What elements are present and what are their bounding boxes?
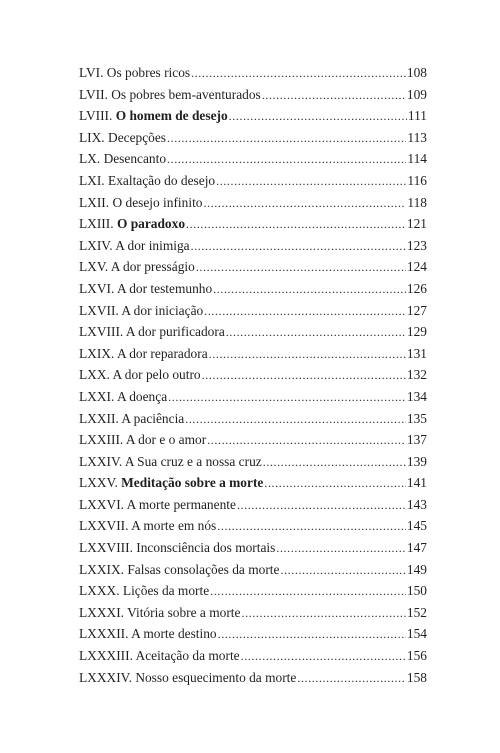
toc-entry [79,451,427,473]
dot-leader [207,430,406,452]
chapter-number: LXXIV. [79,453,123,469]
chapter-title: Meditação sobre a morte [121,475,264,491]
dot-leader [218,624,406,646]
chapter-number: LXX. [79,367,110,383]
page-number: 113 [407,129,427,145]
page-number: 134 [406,388,427,404]
page-number: 132 [406,367,427,383]
dot-leader [216,171,406,193]
dot-leader [202,365,406,387]
chapter-number: LXXXI. [79,604,124,620]
toc-entry [79,62,427,84]
chapter-title: Desencanto [103,151,167,167]
chapter-number: LXXXIII. [79,648,133,664]
toc-entry [79,408,427,430]
toc-entry-title [79,127,166,149]
chapter-title: Exaltação do desejo [108,172,216,188]
dot-leader [191,236,406,258]
toc-entry [79,278,427,300]
toc-entry [79,537,427,559]
chapter-number: LX. [79,151,101,167]
chapter-number: LXIV. [79,237,113,253]
toc-entry [79,364,427,386]
toc-entry [79,192,427,214]
toc-entry [79,213,427,235]
page-number: 149 [406,561,427,577]
chapter-title: A morte destino [131,626,217,642]
chapter-number: LXXXII. [79,626,129,642]
chapter-number: LXXV. [79,475,118,491]
page-number: 109 [406,86,427,102]
page-number: 147 [406,540,427,556]
dot-leader [297,668,406,690]
dot-leader [213,279,406,301]
page-number: 143 [406,496,427,512]
toc-entry-title [79,321,225,343]
toc-entry [79,386,427,408]
dot-leader [185,409,406,431]
toc-entry-title [79,429,206,451]
toc-entry [79,300,427,322]
chapter-number: LXVI. [79,280,115,296]
page-number: 129 [406,324,427,340]
page-number: 124 [406,259,427,275]
table-of-contents [79,62,427,688]
chapter-title: A dor e o amor [125,432,207,448]
dot-leader [264,473,406,495]
page-number: 114 [407,151,427,167]
chapter-number: LXIII. [79,216,114,232]
chapter-number: LXXI. [79,388,115,404]
chapter-number: LXI. [79,172,105,188]
toc-entry-title [79,537,275,559]
page-number: 154 [406,626,427,642]
chapter-number: LXVII. [79,302,119,318]
chapter-number: LXXVII. [79,518,129,534]
toc-entry-title [79,84,261,106]
toc-entry [79,235,427,257]
page-number: 158 [406,669,427,685]
toc-entry-title [79,494,236,516]
toc-entry-title [79,300,203,322]
toc-entry-title [79,667,296,689]
dot-leader [241,603,405,625]
chapter-title: Os pobres ricos [106,65,191,80]
toc-entry [79,84,427,106]
page-number: 108 [406,65,427,80]
page-number: 156 [406,648,427,664]
toc-entry-title [79,580,209,602]
chapter-number: LXXX. [79,583,120,599]
chapter-title: Nosso esquecimento da morte [135,669,297,685]
chapter-title: A dor inimiga [115,237,190,253]
page-number: 141 [406,475,427,491]
chapter-title: A dor reparadora [116,345,208,361]
toc-entry [79,105,427,127]
chapter-number: LXXVIII. [79,540,133,556]
chapter-number: LVII. [79,86,108,102]
chapter-number: LXXXIV. [79,669,132,685]
chapter-number: LVIII. [79,108,113,124]
chapter-title: A dor presságio [110,259,195,275]
toc-entry-title [79,472,263,494]
page-number: 118 [407,194,427,210]
dot-leader [204,193,407,215]
page-number: 150 [406,583,427,599]
chapter-number: LVI. [79,65,104,80]
dot-leader [204,301,406,323]
chapter-number: LXV. [79,259,109,275]
toc-entry [79,515,427,537]
toc-entry-title [79,192,203,214]
dot-leader [237,495,406,517]
chapter-title: A paciência [121,410,185,426]
dot-leader [263,452,406,474]
chapter-title: Inconsciência dos mortais [136,540,276,556]
chapter-title: A dor pelo outro [112,367,201,383]
chapter-title: A Sua cruz e a nossa cruz [124,453,262,469]
toc-entry-title [79,62,190,84]
page-number: 123 [406,237,427,253]
page-number: 127 [406,302,427,318]
dot-leader [167,128,406,150]
toc-entry-title [79,213,185,235]
dot-leader [229,106,407,128]
page-number: 137 [406,432,427,448]
chapter-number: LXXII. [79,410,119,426]
toc-entry [79,602,427,624]
toc-entry [79,559,427,581]
chapter-title: Os pobres bem-aventurados [111,86,261,102]
toc-entry [79,148,427,170]
chapter-title: Lições da morte [122,583,210,599]
chapter-title: A dor testemunho [116,280,213,296]
dot-leader [217,516,406,538]
dot-leader [168,387,406,409]
dot-leader [241,646,406,668]
page-number: 131 [406,345,427,361]
toc-entry [79,472,427,494]
chapter-title: O paradoxo [116,216,186,232]
toc-entry [79,170,427,192]
page-number: 126 [406,280,427,296]
toc-entry-title [79,451,262,473]
chapter-number: LXXVI. [79,496,124,512]
dot-leader [210,581,406,603]
toc-entry [79,580,427,602]
toc-entry-title [79,343,208,365]
chapter-title: Decepções [108,129,167,145]
toc-entry-title [79,235,190,257]
toc-entry-title [79,515,216,537]
dot-leader [226,322,406,344]
toc-entry [79,127,427,149]
chapter-number: LXXIII. [79,432,124,448]
dot-leader [191,63,406,85]
dot-leader [276,538,406,560]
page-number: 111 [407,108,427,124]
chapter-title: A morte permanente [126,496,236,512]
chapter-title: A dor iniciação [121,302,204,318]
page-number: 145 [406,518,427,534]
dot-leader [262,85,406,107]
page-number: 116 [407,172,427,188]
toc-entry-title [79,170,215,192]
toc-entry-title [79,623,217,645]
toc-entry-title [79,256,195,278]
toc-entry [79,321,427,343]
chapter-title: A dor purificadora [125,324,225,340]
toc-entry-title [79,364,201,386]
toc-entry-title [79,559,279,581]
chapter-title: A morte em nós [131,518,217,534]
toc-entry [79,256,427,278]
dot-leader [280,560,405,582]
toc-entry [79,645,427,667]
page-number: 139 [406,453,427,469]
dot-leader [196,257,406,279]
toc-entry [79,343,427,365]
page-number: 121 [406,216,427,232]
chapter-title: Falsas consolações da morte [127,561,280,577]
toc-entry [79,494,427,516]
toc-entry [79,667,427,689]
chapter-title: A doença [116,388,168,404]
toc-entry-title [79,645,240,667]
toc-entry-title [79,602,240,624]
page-number: 152 [406,604,427,620]
dot-leader [167,149,406,171]
chapter-title: O desejo infinito [112,194,203,210]
toc-entry-title [79,408,184,430]
toc-entry-title [79,148,166,170]
chapter-number: LXXIX. [79,561,124,577]
toc-entry [79,429,427,451]
chapter-title: O homem de desejo [115,108,228,124]
toc-entry-title [79,386,167,408]
chapter-number: LXIX. [79,345,115,361]
toc-entry-title [79,105,228,127]
toc-entry [79,623,427,645]
toc-entry-title [79,278,212,300]
chapter-number: LXII. [79,194,110,210]
chapter-number: LXVIII. [79,324,124,340]
page-number: 135 [406,410,427,426]
dot-leader [186,214,406,236]
dot-leader [209,344,406,366]
chapter-title: Vitória sobre a morte [127,604,241,620]
chapter-number: LIX. [79,129,105,145]
chapter-title: Aceitação da morte [135,648,240,664]
